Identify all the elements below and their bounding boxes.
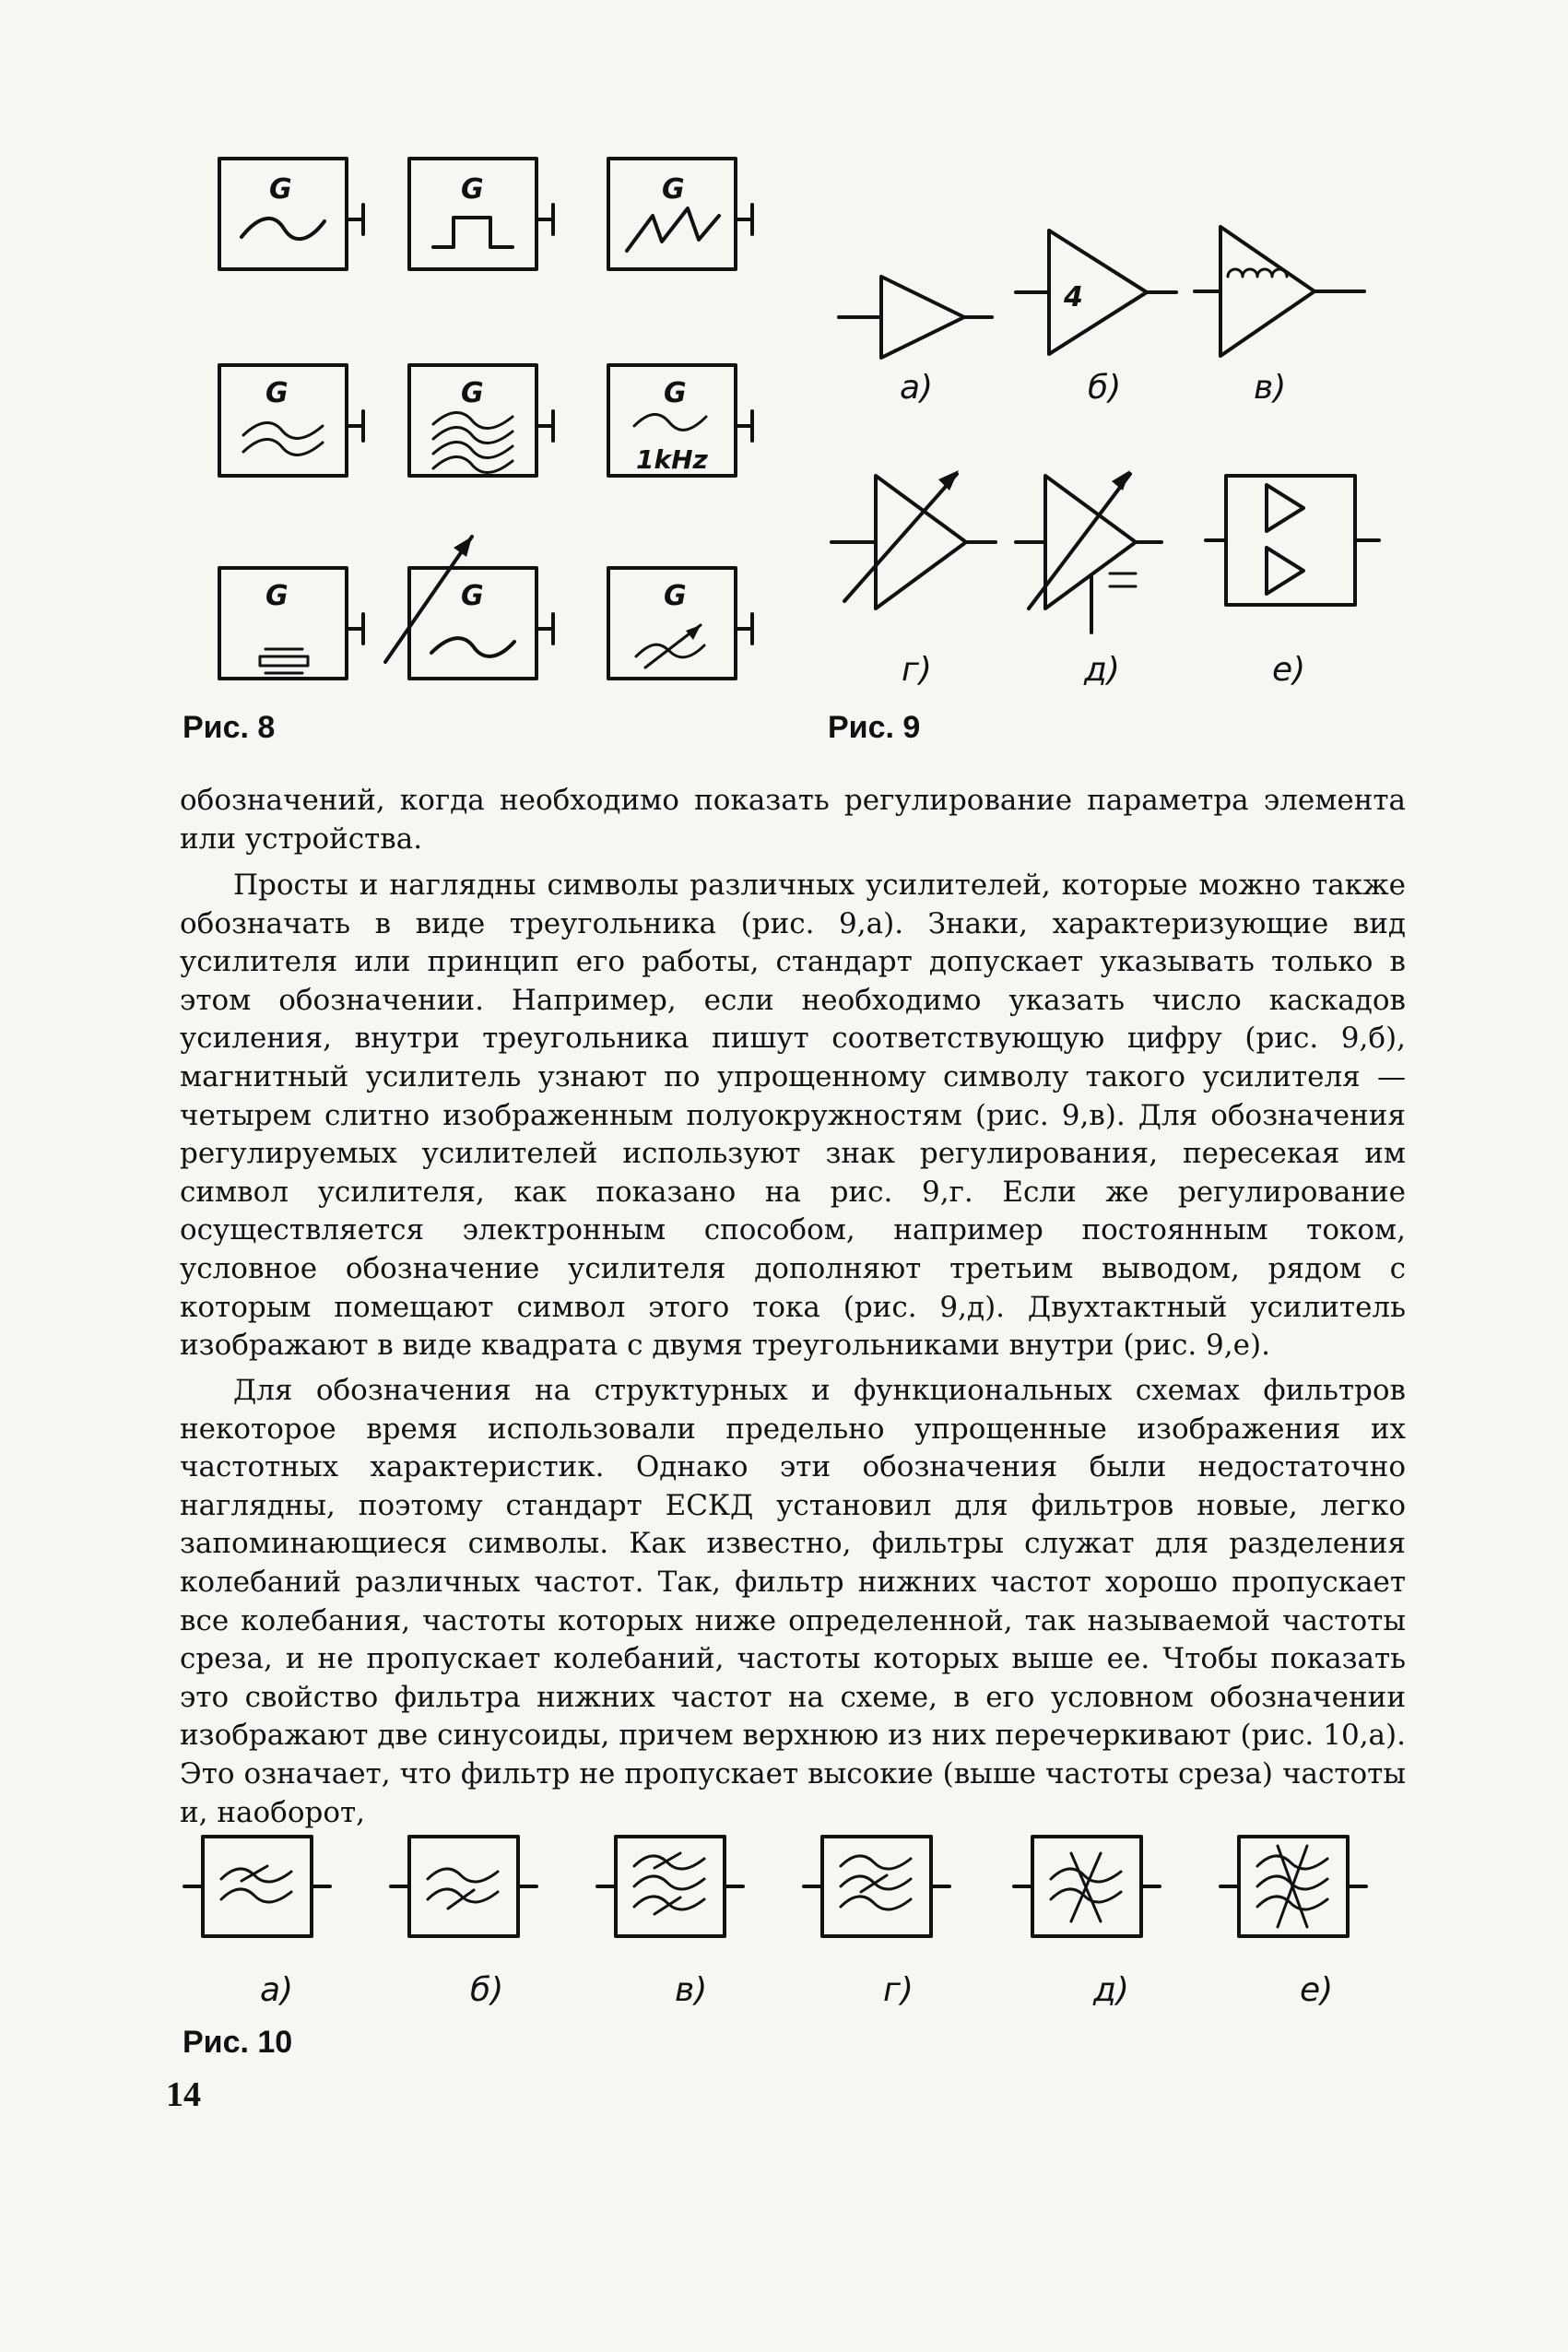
amplifier-symbol xyxy=(839,277,992,358)
generator-letter: G xyxy=(664,580,687,612)
fig9-label-a: а) xyxy=(900,369,934,407)
band-pass-filter-symbol xyxy=(597,1837,743,1936)
generator-letter: G xyxy=(461,580,484,612)
paragraph-filters: Для обозначения на структурных и функциональных схемах фильтров некоторое время использовали предельно упрощенные изображения их частотных характеристик. Однако эти обозначения были недостаточно наглядны, поэтому стандарт ЕСКД установил для фильтров новые, легко запоминающиеся символы. Как известно, фильтры служат для разделения колебаний различных частот. Так, фильтр нижних частот хорошо пропускает все колебания, частоты которых ниже определенной, так называемой частоты среза, и не пропускает колебаний, частоты которых выше ее. Чтобы показать это свойство фильтра нижних частот на схеме, в его условном обозначении изображают две синусоиды, причем верхнюю из них перечеркивают (рис. 10,а). Это означает, что фильтр не пропускает высокие (выше частоты среза) частоты и, наоборот, xyxy=(180,1374,1406,1829)
electronic-regulated-amplifier-symbol xyxy=(1016,470,1161,632)
stage-count: 4 xyxy=(1064,281,1083,313)
paragraph-continuation: обозначений, когда необходимо показать регулирование параметра элемента или устройства. xyxy=(180,784,1406,856)
generator-letter: G xyxy=(265,377,289,409)
figure-10-drawing xyxy=(175,1818,1410,1956)
generator-letter: G xyxy=(461,377,484,409)
fig10-label-v: в) xyxy=(675,1971,708,2009)
fig10-label-d: д) xyxy=(1093,1971,1129,2009)
generator-letter: G xyxy=(662,173,685,206)
filter-variant-d-symbol xyxy=(1014,1837,1160,1936)
figure-8 xyxy=(0,0,756,719)
generator-fixed-frequency-symbol xyxy=(608,365,752,476)
generator-regulated-symbol xyxy=(385,537,553,679)
high-pass-filter-symbol xyxy=(391,1837,536,1936)
band-stop-filter-symbol xyxy=(804,1837,949,1936)
generator-noise-symbol xyxy=(409,365,553,476)
generator-multifreq-symbol xyxy=(219,365,363,476)
multistage-amplifier-symbol xyxy=(1016,230,1176,354)
generator-quartz-symbol xyxy=(219,568,363,679)
paragraph-amplifiers: Просты и наглядны символы различных усилителей, которые можно также обозначать в виде треугольника (рис. 9,а). Знаки, характеризующие вид усилителя или принцип его работы, стандарт допускает указывать только в этом обозначении. Например, если необходимо указать число каскадов усиления, внутри треугольника пишут соответствующую цифру (рис. 9,б), магнитный усилитель узнают по упрощенному символу такого усилителя — четырем слитно изображенным полуокружностям (рис. 9,в). Для обозначения регулируемых усилителей используют знак регулирования, пересекая им символ усилителя, как показано на рис. 9,г. Если же регулирование осуществляется электронным способом, например постоянным током, условное обозначение усилителя дополняют третьим выводом, рядом с которым помещают символ этого тока (рис. 9,д). Двухтактный усилитель изображают в виде квадрата с двумя треугольниками внутри (рис. 9,е). xyxy=(180,869,1406,1363)
regulated-amplifier-symbol xyxy=(831,470,996,609)
fig10-label-g: г) xyxy=(883,1971,914,2009)
generator-letter: G xyxy=(265,580,289,612)
frequency-label: 1kHz xyxy=(636,444,708,475)
figure-10-caption: Рис. 10 xyxy=(183,2025,293,2060)
generator-letter: G xyxy=(461,173,484,206)
low-pass-filter-symbol xyxy=(184,1837,330,1936)
page-number: 14 xyxy=(166,2075,201,2114)
generator-letter: G xyxy=(269,173,292,206)
figure-8-drawing xyxy=(0,0,756,719)
fig9-label-e: е) xyxy=(1272,651,1306,689)
fig9-label-b: б) xyxy=(1088,369,1122,407)
push-pull-amplifier-symbol xyxy=(1206,476,1379,605)
fig9-label-d: д) xyxy=(1084,651,1120,689)
figure-9 xyxy=(811,203,1401,645)
fig9-label-g: г) xyxy=(902,651,932,689)
figure-10 xyxy=(175,1818,1410,1956)
figure-9-caption: Рис. 9 xyxy=(828,710,921,745)
fig10-label-e: е) xyxy=(1300,1971,1334,2009)
magnetic-amplifier-symbol xyxy=(1195,227,1364,356)
filter-variant-e-symbol xyxy=(1220,1837,1366,1936)
generator-letter: G xyxy=(664,377,687,409)
generator-internal-regulation-symbol xyxy=(608,568,752,679)
figure-9-drawing xyxy=(811,203,1401,645)
generator-sine-symbol xyxy=(219,159,363,269)
fig10-label-a: а) xyxy=(260,1971,294,2009)
fig9-label-v: в) xyxy=(1254,369,1287,407)
fig10-label-b: б) xyxy=(470,1971,504,2009)
figure-8-caption: Рис. 8 xyxy=(183,710,276,745)
generator-pulse-symbol xyxy=(409,159,553,269)
generator-sawtooth-symbol xyxy=(608,159,752,269)
